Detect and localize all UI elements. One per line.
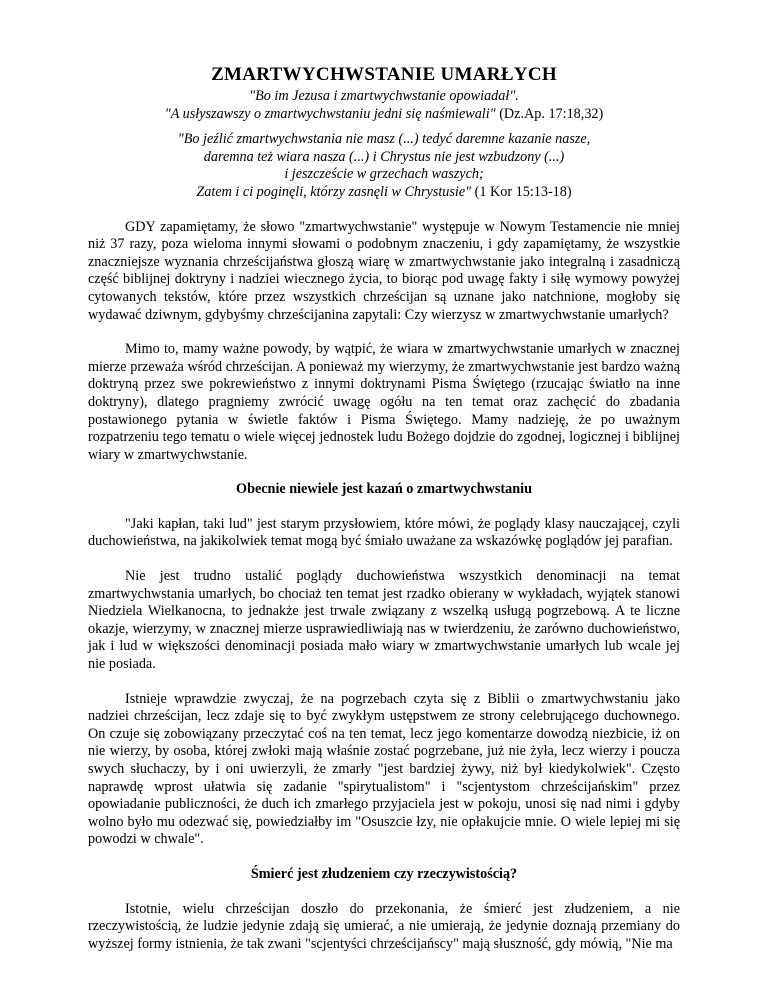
paragraph-4: Nie jest trudno ustalić poglądy duchowieństwa wszystkich denominacji na temat zmartwychwstania umarłych, bo chociaż ten temat jest rzadko obierany w wykładach, wyjątek stanowi Niedziela Wielkanocna, to jednakże jest trwale związany z wszelką usługą pogrzebową. A te liczne okazje, wierzymy, w znacznej mierze usprawiedliwiają nas w twierdzeniu, że zarówno duchowieństwo, jak i lud w większości denominacji posiada mało wiary w zmartwychwstanie umarłych lub wcale jej nie posiada. bbox=[88, 568, 680, 673]
paragraph-5: Istnieje wprawdzie zwyczaj, że na pogrzebach czyta się z Biblii o zmartwychwstaniu jako nadziei chrześcijan, lecz zdaje się to być zwykłym ustępstwem ze strony celebrującego duchownego. On czuje się zobowiązany przeczytać coś na ten temat, lecz jego komentarze dowodzą niezbicie, iż on nie wierzy, by osoba, której zwłoki mają właśnie zostać pogrzebane, już nie żyła, lecz wierzy i poucza swych słuchaczy, by i oni uwierzyli, że zmarły "jest bardziej żywy, niż był kiedykolwiek". Często naprawdę wprost ułatwia się zadanie "spirytualistom" i "scjentystom chrześcijańskim" przez opowiadanie publiczności, że duch ich zmarłego przyjaciela jest w pokoju, unosi się nad nimi i gdyby wolno było mu odezwać się, powiedziałby im "Osuszcie łzy, nie opłakujcie mnie. O wiele lepiej mi się powodzi w chwale". bbox=[88, 690, 680, 848]
epigraph-acts-reference: (Dz.Ap. 17:18,32) bbox=[495, 105, 604, 122]
epigraph-acts-line-1: "Bo im Jezusa i zmartwychwstanie opowiadał". bbox=[249, 88, 519, 104]
epigraph-cor-line-3: i jeszczeście w grzechach waszych; bbox=[284, 166, 484, 183]
paragraph-2: Mimo to, mamy ważne powody, by wątpić, że wiara w zmartwychwstanie umarłych w znacznej mierze przeważa wśród chrześcijan. A ponieważ my wierzymy, że zmartwychwstanie jest bardzo ważną doktryną przez swe pokrewieństwo z innymi doktrynami Pisma Świętego (rzucając światło na inne doktryny), dlatego pragniemy zwrócić uwagę ogółu na ten temat oraz zachęcić do zbadania postawionego pytania w świetle faktów i Pisma Świętego. Mamy nadzieję, że po uważnym rozpatrzeniu tego tematu o wiele więcej jednostek ludu Bożego dojdzie do zgodnej, logicznej i biblijnej wiary w zmartwychwstanie. bbox=[88, 341, 680, 463]
paragraph-3: "Jaki kapłan, taki lud" jest starym przysłowiem, które mówi, że poglądy klasy nauczającej, czyli duchowieństwa, na jakikolwiek temat mogą być śmiało uważane za wskazówkę poglądów jej parafian. bbox=[88, 515, 680, 550]
paragraph-6: Istotnie, wielu chrześcijan doszło do przekonania, że śmierć jest złudzeniem, a nie rzeczywistością, że ludzie jedynie zdają się umierać, a nie umierają, że jedynie doznają przemiany do wyższej formy istnienia, że tak zwani "scjentyści chrześcijańscy" mają słuszność, gdy mówią, "Nie ma bbox=[88, 900, 680, 952]
page-title: ZMARTWYCHWSTANIE UMARŁYCH bbox=[211, 64, 557, 85]
epigraph-cor-line-1: "Bo jeźlić zmartwychwstania nie masz (...) tedyć daremne kazanie nasze, bbox=[177, 131, 591, 148]
epigraph-cor-reference: (1 Kor 15:13-18) bbox=[471, 183, 572, 200]
section-heading-death: Śmierć jest złudzeniem czy rzeczywistością? bbox=[250, 865, 518, 882]
epigraph-acts bbox=[88, 88, 680, 123]
epigraph-corinthians bbox=[88, 131, 680, 201]
epigraph-acts-quote: "A usłyszawszy o zmartwychwstaniu jedni się naśmiewali" bbox=[164, 105, 496, 122]
epigraph-cor-quote: Zatem i ci poginęli, którzy zasnęli w Chrystusie" bbox=[196, 183, 472, 200]
epigraph-cor-line-2: daremna też wiara nasza (...) i Chrystus nie jest wzbudzony (...) bbox=[203, 148, 565, 165]
epigraph-cor-line-4 bbox=[88, 184, 680, 202]
section-heading-sermons: Obecnie niewiele jest kazań o zmartwychwstaniu bbox=[236, 481, 532, 498]
paragraph-1: GDY zapamiętamy, że słowo "zmartwychwstanie" występuje w Nowym Testamencie nie mniej niż 37 razy, poza wieloma innymi słowami o podobnym znaczeniu, i gdy zapamiętamy, że wszystkie znaczniejsze wyznania chrześcijaństwa głoszą wiarę w zmartwychwstanie jako integralną i zasadniczą część biblijnej doktryny i nadziei wiecznego życia, to biorąc pod uwagę fakty i siłę wymowy powyżej cytowanych tekstów, które przez wszystkich chrześcijan są uznane jako natchnione, mogłoby się wydawać dziwnym, gdybyśmy chrześcijanina zapytali: Czy wierzysz w zmartwychwstanie umarłych? bbox=[88, 218, 680, 323]
spacer bbox=[88, 202, 680, 219]
spacer bbox=[88, 123, 680, 131]
epigraph-acts-line-2 bbox=[88, 106, 680, 124]
document-body bbox=[88, 64, 680, 970]
